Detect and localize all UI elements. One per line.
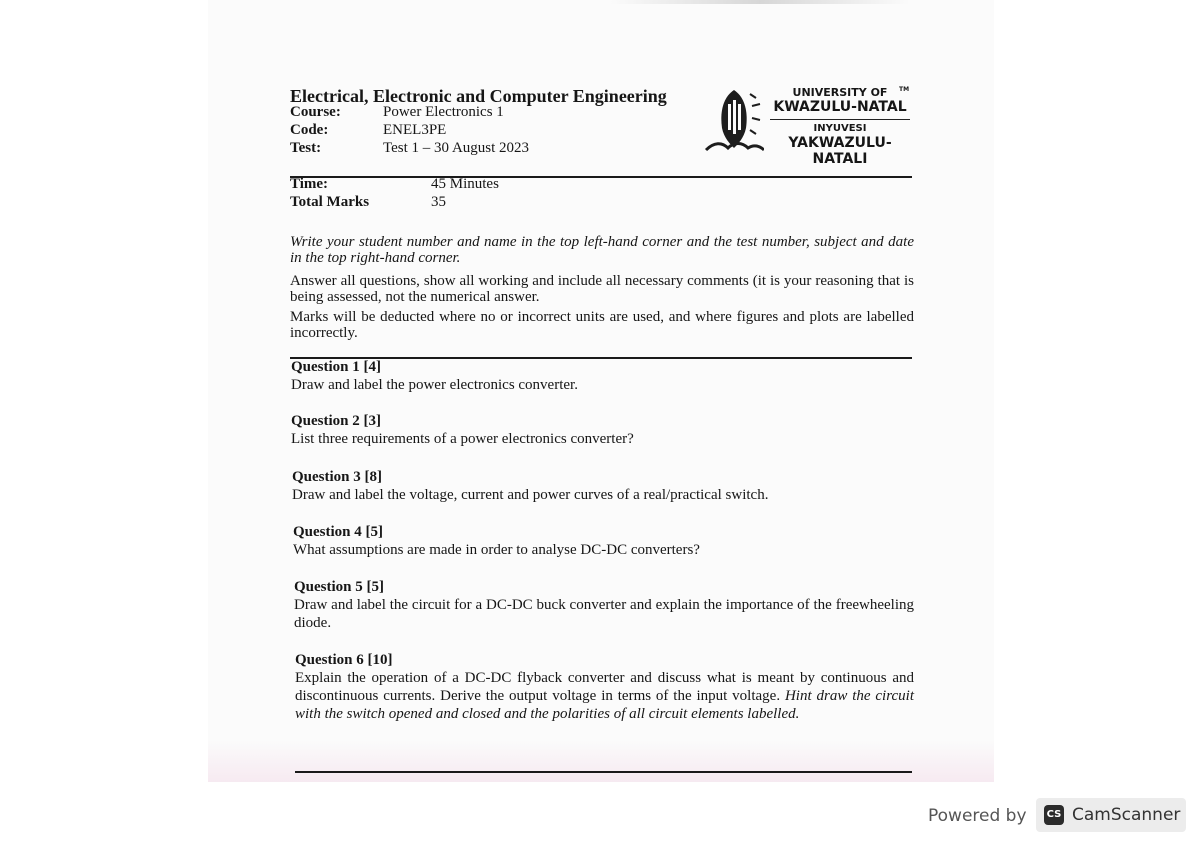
footer-divider: [295, 771, 912, 773]
marks-value: 35: [431, 194, 446, 210]
question-heading: Question 3 [8]: [292, 469, 382, 485]
university-shield-logo: [704, 84, 764, 156]
time-value: 45 Minutes: [431, 176, 499, 192]
question-4: [293, 523, 917, 559]
question-heading: Question 5 [5]: [294, 579, 384, 595]
scan-edge-mark: [610, 0, 910, 4]
university-line-2: KWAZULU-NATAL: [773, 99, 907, 115]
instruction-answer-all: Answer all questions, show all working and include all necessary comments (it is your reasoning that is being assessed, not the numerical answer.: [290, 273, 914, 305]
department-title: Electrical, Electronic and Computer Engineering: [290, 86, 667, 106]
powered-by-text: Powered by: [928, 806, 1027, 826]
question-hint: Hint draw the circuit with the switch opened and closed and the polarities of all circuit elements labelled.: [295, 688, 914, 722]
university-line-4: YAKWAZULU-NATALI: [788, 135, 892, 167]
time-label: Time:: [290, 176, 329, 192]
question-text: Draw and label the power electronics converter.: [291, 377, 578, 393]
scan-shadow: [208, 740, 994, 782]
marks-label: Total Marks: [290, 194, 370, 210]
university-name: [770, 86, 910, 167]
course-label: Course:: [290, 104, 341, 120]
question-body: Explain the operation of a DC-DC flyback converter and discuss what is meant by continuous and discontinuous currents. Derive the output voltage in terms of the input voltage.: [295, 670, 914, 704]
code-value: ENEL3PE: [383, 122, 447, 138]
university-line-3: INYUVESI: [813, 123, 867, 134]
question-text: Draw and label the circuit for a DC-DC buck converter and explain the importance of the freewheeling diode.: [294, 597, 914, 631]
header-divider: [290, 176, 912, 178]
question-6: [295, 651, 914, 723]
test-label: Test:: [290, 140, 322, 156]
course-value: Power Electronics 1: [383, 104, 504, 120]
question-text: [295, 669, 914, 723]
camscanner-name: CamScanner: [1072, 805, 1181, 825]
question-heading: Question 2 [3]: [291, 413, 381, 429]
question-heading: Question 4 [5]: [293, 524, 383, 540]
instruction-units: Marks will be deducted where no or incorrect units are used, and where figures and plots are labelled incorrectly.: [290, 309, 914, 341]
question-heading: Question 6 [10]: [295, 652, 393, 668]
question-3: [292, 468, 916, 504]
code-label: Code:: [290, 122, 329, 138]
question-text: What assumptions are made in order to analyse DC-DC converters?: [293, 542, 700, 558]
camscanner-logo-icon: CS: [1044, 805, 1064, 825]
university-line-1: UNIVERSITY OF: [792, 86, 888, 99]
test-value: Test 1 – 30 August 2023: [383, 140, 530, 156]
camscanner-badge: [1036, 798, 1186, 832]
question-1: [291, 358, 915, 394]
question-5: [294, 578, 914, 632]
question-text: List three requirements of a power electronics converter?: [291, 431, 634, 447]
university-divider: [770, 119, 910, 120]
question-text: Draw and label the voltage, current and power curves of a real/practical switch.: [292, 487, 769, 503]
instruction-student-details: Write your student number and name in the top left-hand corner and the test number, subject and date in the top right-hand corner.: [290, 234, 914, 266]
question-heading: Question 1 [4]: [291, 359, 381, 375]
trademark-mark: TM: [899, 86, 910, 93]
question-2: [291, 412, 915, 448]
